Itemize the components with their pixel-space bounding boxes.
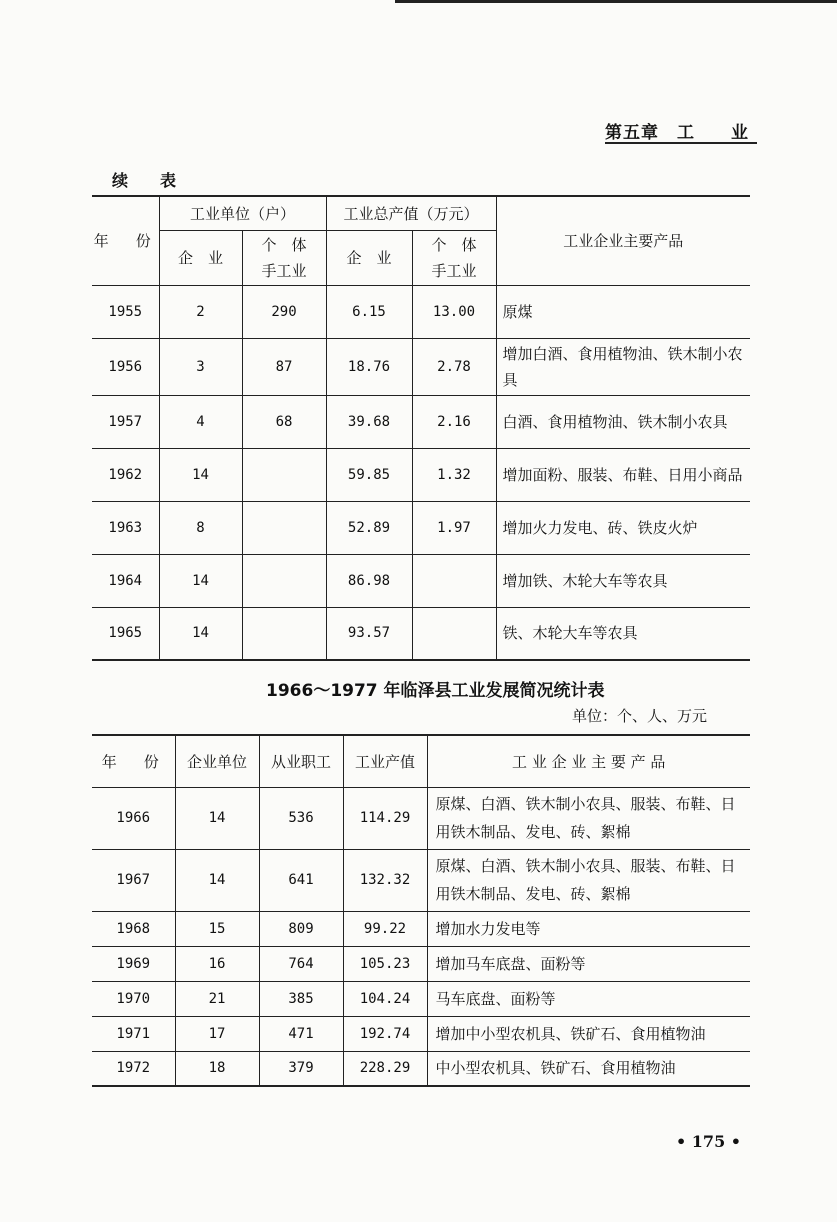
enterprise-units-cell: 14 — [159, 554, 242, 607]
industry-table-1966-1977 — [92, 734, 750, 1087]
workers-cell: 641 — [259, 849, 343, 911]
table-row — [92, 946, 750, 981]
output-value-cell: 132.32 — [343, 849, 427, 911]
table-row — [92, 338, 750, 395]
enterprise-value-cell: 52.89 — [326, 501, 412, 554]
products-cell: 原煤 — [496, 285, 750, 338]
year-cell: 1956 — [92, 338, 159, 395]
header-year: 年 份 — [92, 196, 159, 285]
individual-value-cell — [412, 554, 496, 607]
individual-units-cell — [242, 448, 326, 501]
enterprise-value-cell: 6.15 — [326, 285, 412, 338]
enterprise-units-cell: 14 — [175, 787, 259, 849]
individual-value-cell: 2.16 — [412, 395, 496, 448]
year-cell: 1969 — [92, 946, 175, 981]
workers-cell: 379 — [259, 1051, 343, 1086]
year-cell: 1965 — [92, 607, 159, 660]
output-value-cell: 228.29 — [343, 1051, 427, 1086]
individual-units-cell: 290 — [242, 285, 326, 338]
industry-table-1955-1965 — [92, 195, 750, 661]
individual-value-cell: 1.97 — [412, 501, 496, 554]
header-enterprise-units: 企业单位 — [175, 735, 259, 787]
output-value-cell: 99.22 — [343, 911, 427, 946]
output-value-cell: 104.24 — [343, 981, 427, 1016]
year-cell: 1972 — [92, 1051, 175, 1086]
header-main-products: 工 业 企 业 主 要 产 品 — [427, 735, 750, 787]
enterprise-value-cell: 39.68 — [326, 395, 412, 448]
individual-value-cell: 13.00 — [412, 285, 496, 338]
table-row — [92, 981, 750, 1016]
table-row — [92, 395, 750, 448]
enterprise-units-cell: 16 — [175, 946, 259, 981]
products-cell: 中小型农机具、铁矿石、食用植物油 — [427, 1051, 750, 1086]
year-cell: 1957 — [92, 395, 159, 448]
header-main-products: 工业企业主要产品 — [496, 196, 750, 285]
year-cell: 1964 — [92, 554, 159, 607]
workers-cell: 385 — [259, 981, 343, 1016]
products-cell: 原煤、白酒、铁木制小农具、服装、布鞋、日用铁木制品、发电、砖、絮棉 — [427, 787, 750, 849]
year-cell: 1963 — [92, 501, 159, 554]
enterprise-units-cell: 15 — [175, 911, 259, 946]
table-continued-caption: 续 表 — [112, 171, 185, 190]
header-units-individual: 个 体 手工业 — [242, 230, 326, 285]
products-cell: 增加面粉、服装、布鞋、日用小商品 — [496, 448, 750, 501]
header-units-enterprise: 企 业 — [159, 230, 242, 285]
header-year: 年 份 — [92, 735, 175, 787]
workers-cell: 536 — [259, 787, 343, 849]
table-row — [92, 911, 750, 946]
enterprise-units-cell: 21 — [175, 981, 259, 1016]
enterprise-value-cell: 86.98 — [326, 554, 412, 607]
table2-unit-note: 单位：个、人、万元 — [572, 707, 708, 725]
products-cell: 白酒、食用植物油、铁木制小农具 — [496, 395, 750, 448]
enterprise-units-cell: 14 — [175, 849, 259, 911]
header-industrial-units: 工业单位（户） — [159, 196, 326, 230]
individual-units-cell — [242, 501, 326, 554]
year-cell: 1955 — [92, 285, 159, 338]
header-value-enterprise: 企 业 — [326, 230, 412, 285]
enterprise-units-cell: 18 — [175, 1051, 259, 1086]
products-cell: 马车底盘、面粉等 — [427, 981, 750, 1016]
enterprise-units-cell: 17 — [175, 1016, 259, 1051]
products-cell: 铁、木轮大车等农具 — [496, 607, 750, 660]
table-row — [92, 1016, 750, 1051]
workers-cell: 764 — [259, 946, 343, 981]
table-row — [92, 285, 750, 338]
individual-value-cell — [412, 607, 496, 660]
workers-cell: 471 — [259, 1016, 343, 1051]
enterprise-units-cell: 14 — [159, 448, 242, 501]
top-rule — [395, 0, 837, 3]
enterprise-units-cell: 3 — [159, 338, 242, 395]
year-cell: 1970 — [92, 981, 175, 1016]
chapter-header: 第五章 工 业 — [605, 118, 757, 144]
year-cell: 1962 — [92, 448, 159, 501]
output-value-cell: 192.74 — [343, 1016, 427, 1051]
products-cell: 增加水力发电等 — [427, 911, 750, 946]
header-workers: 从业职工 — [259, 735, 343, 787]
products-cell: 增加白酒、食用植物油、铁木制小农具 — [496, 338, 750, 395]
page-number: • 175 • — [676, 1132, 741, 1151]
enterprise-value-cell: 59.85 — [326, 448, 412, 501]
individual-units-cell: 68 — [242, 395, 326, 448]
table-row — [92, 501, 750, 554]
enterprise-units-cell: 2 — [159, 285, 242, 338]
products-cell: 增加火力发电、砖、铁皮火炉 — [496, 501, 750, 554]
table-row — [92, 787, 750, 849]
enterprise-value-cell: 18.76 — [326, 338, 412, 395]
enterprise-units-cell: 4 — [159, 395, 242, 448]
products-cell: 增加铁、木轮大车等农具 — [496, 554, 750, 607]
individual-units-cell — [242, 554, 326, 607]
enterprise-units-cell: 14 — [159, 607, 242, 660]
year-cell: 1968 — [92, 911, 175, 946]
table-row — [92, 1051, 750, 1086]
header-total-output-value: 工业总产值（万元） — [326, 196, 496, 230]
table-row — [92, 448, 750, 501]
products-cell: 增加中小型农机具、铁矿石、食用植物油 — [427, 1016, 750, 1051]
table-row — [92, 554, 750, 607]
year-cell: 1967 — [92, 849, 175, 911]
year-cell: 1966 — [92, 787, 175, 849]
table2-title: 1966～1977 年临泽县工业发展简况统计表 — [266, 681, 605, 701]
table-row — [92, 849, 750, 911]
individual-value-cell: 1.32 — [412, 448, 496, 501]
header-output-value: 工业产值 — [343, 735, 427, 787]
header-value-individual: 个 体 手工业 — [412, 230, 496, 285]
workers-cell: 809 — [259, 911, 343, 946]
products-cell: 原煤、白酒、铁木制小农具、服装、布鞋、日用铁木制品、发电、砖、絮棉 — [427, 849, 750, 911]
products-cell: 增加马车底盘、面粉等 — [427, 946, 750, 981]
output-value-cell: 114.29 — [343, 787, 427, 849]
individual-units-cell — [242, 607, 326, 660]
individual-units-cell: 87 — [242, 338, 326, 395]
year-cell: 1971 — [92, 1016, 175, 1051]
table-row — [92, 607, 750, 660]
individual-value-cell: 2.78 — [412, 338, 496, 395]
output-value-cell: 105.23 — [343, 946, 427, 981]
enterprise-units-cell: 8 — [159, 501, 242, 554]
enterprise-value-cell: 93.57 — [326, 607, 412, 660]
